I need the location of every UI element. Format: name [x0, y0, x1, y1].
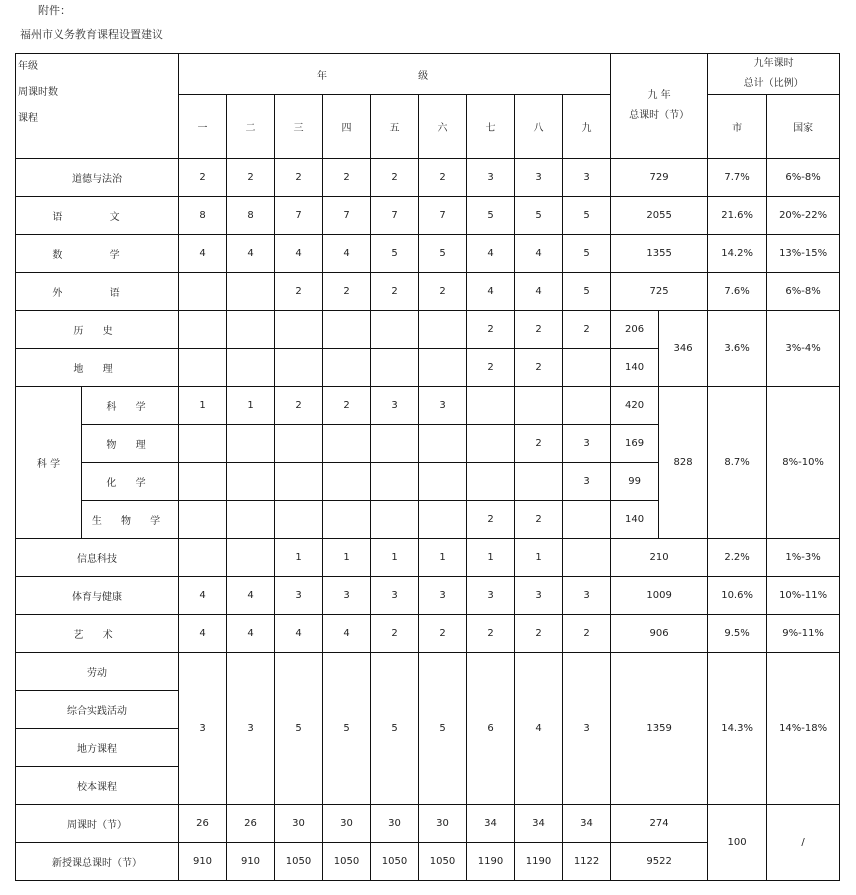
ratio-header [708, 54, 840, 95]
course-total: 906 [611, 615, 708, 653]
new-total-value-grade-9: 1122 [563, 843, 611, 881]
course-value-grade-8: 2 [515, 615, 563, 653]
course-value-grade-3 [275, 311, 323, 349]
table-row [16, 805, 840, 843]
course-value-grade-7: 1 [467, 539, 515, 577]
attachment-label: 附件： [38, 4, 71, 17]
combined-value-grade-9: 3 [563, 653, 611, 805]
curriculum-table [15, 53, 840, 881]
course-value-grade-8 [515, 463, 563, 501]
hist-geo-ratio-city: 3.6% [708, 311, 767, 387]
course-value-grade-6 [419, 463, 467, 501]
course-value-grade-1 [179, 463, 227, 501]
new-total-value-grade-2: 910 [227, 843, 275, 881]
course-total: 729 [611, 159, 708, 197]
grade-2: 二 [227, 95, 275, 159]
course-value-grade-8: 5 [515, 197, 563, 235]
combined-ratio-city: 14.3% [708, 653, 767, 805]
course-value-grade-2 [227, 425, 275, 463]
course-total: 1009 [611, 577, 708, 615]
combined-course-name: 劳动 [16, 653, 179, 691]
course-value-grade-5: 3 [371, 577, 419, 615]
combined-total: 1359 [611, 653, 708, 805]
course-value-grade-1: 4 [179, 235, 227, 273]
course-value-grade-2: 4 [227, 615, 275, 653]
weekly-value-grade-8: 34 [515, 805, 563, 843]
grade-3: 三 [275, 95, 323, 159]
course-value-grade-3: 4 [275, 235, 323, 273]
course-value-grade-2: 2 [227, 159, 275, 197]
ratio-header-line2: 总计（比例） [743, 78, 804, 89]
new-total-value-grade-1: 910 [179, 843, 227, 881]
corner-grade: 年级 [18, 61, 38, 72]
course-value-grade-6: 2 [419, 273, 467, 311]
course-name: 化 学 [82, 463, 179, 501]
course-value-grade-3: 2 [275, 387, 323, 425]
course-value-grade-9 [563, 501, 611, 539]
course-value-grade-2 [227, 273, 275, 311]
course-value-grade-9: 3 [563, 577, 611, 615]
course-value-grade-3: 2 [275, 273, 323, 311]
table-row [16, 615, 840, 653]
course-value-grade-8 [515, 387, 563, 425]
course-value-grade-9: 2 [563, 311, 611, 349]
hist-geo-ratio-national: 3%-4% [767, 311, 840, 387]
course-value-grade-4 [323, 311, 371, 349]
combined-value-grade-2: 3 [227, 653, 275, 805]
course-value-grade-4: 3 [323, 577, 371, 615]
table-row [16, 197, 840, 235]
course-value-grade-5: 3 [371, 387, 419, 425]
course-ratio-city: 7.6% [708, 273, 767, 311]
course-value-grade-6 [419, 311, 467, 349]
course-value-grade-8: 2 [515, 501, 563, 539]
course-value-grade-4 [323, 425, 371, 463]
course-ratio-city: 21.6% [708, 197, 767, 235]
course-ratio-city: 14.2% [708, 235, 767, 273]
course-name: 生 物 学 [82, 501, 179, 539]
course-value-grade-2: 4 [227, 577, 275, 615]
course-value-grade-5 [371, 501, 419, 539]
course-value-grade-8: 4 [515, 235, 563, 273]
course-total: 725 [611, 273, 708, 311]
course-value-grade-9: 2 [563, 615, 611, 653]
course-sub-total: 99 [611, 463, 659, 501]
course-value-grade-7: 2 [467, 615, 515, 653]
course-value-grade-1: 4 [179, 577, 227, 615]
corner-course: 课程 [18, 113, 38, 124]
weekly-value-grade-7: 34 [467, 805, 515, 843]
total-header-line2: 总课时（节） [629, 110, 690, 121]
final-ratio-national: / [767, 805, 840, 881]
course-value-grade-6: 3 [419, 577, 467, 615]
course-value-grade-9: 5 [563, 235, 611, 273]
course-value-grade-2: 8 [227, 197, 275, 235]
new-total-value-grade-4: 1050 [323, 843, 371, 881]
course-name: 体育与健康 [16, 577, 179, 615]
combined-value-grade-8: 4 [515, 653, 563, 805]
combined-value-grade-1: 3 [179, 653, 227, 805]
course-value-grade-2 [227, 501, 275, 539]
course-value-grade-9: 3 [563, 463, 611, 501]
course-ratio-national: 1%-3% [767, 539, 840, 577]
course-name: 物 理 [82, 425, 179, 463]
course-sub-total: 206 [611, 311, 659, 349]
weekly-total: 274 [611, 805, 708, 843]
course-value-grade-9: 3 [563, 159, 611, 197]
combined-value-grade-7: 6 [467, 653, 515, 805]
table-row [16, 159, 840, 197]
course-value-grade-3 [275, 349, 323, 387]
table-row [16, 577, 840, 615]
course-value-grade-6 [419, 501, 467, 539]
combined-value-grade-6: 5 [419, 653, 467, 805]
course-value-grade-5 [371, 311, 419, 349]
weekly-value-grade-1: 26 [179, 805, 227, 843]
course-value-grade-8: 3 [515, 577, 563, 615]
course-value-grade-8: 3 [515, 159, 563, 197]
course-value-grade-6: 5 [419, 235, 467, 273]
course-name: 科 学 [82, 387, 179, 425]
course-sub-total: 140 [611, 501, 659, 539]
course-value-grade-4 [323, 349, 371, 387]
course-value-grade-4: 4 [323, 615, 371, 653]
ratio-national-header: 国家 [767, 95, 840, 159]
course-value-grade-4 [323, 501, 371, 539]
new-total-value-grade-7: 1190 [467, 843, 515, 881]
combined-ratio-national: 14%-18% [767, 653, 840, 805]
combined-course-name: 校本课程 [16, 767, 179, 805]
table-body [16, 54, 840, 881]
course-name: 数 学 [16, 235, 179, 273]
course-value-grade-2: 1 [227, 387, 275, 425]
weekly-value-grade-3: 30 [275, 805, 323, 843]
course-value-grade-5 [371, 349, 419, 387]
course-value-grade-5: 5 [371, 235, 419, 273]
course-value-grade-7: 3 [467, 577, 515, 615]
course-value-grade-4: 2 [323, 387, 371, 425]
science-group-label: 科 学 [16, 387, 82, 539]
course-value-grade-5 [371, 463, 419, 501]
weekly-label: 周课时（节） [16, 805, 179, 843]
course-value-grade-7: 3 [467, 159, 515, 197]
course-ratio-city: 2.2% [708, 539, 767, 577]
course-value-grade-1 [179, 425, 227, 463]
new-total-value-grade-6: 1050 [419, 843, 467, 881]
course-value-grade-4: 2 [323, 159, 371, 197]
course-value-grade-2 [227, 311, 275, 349]
table-row [16, 235, 840, 273]
course-name: 信息科技 [16, 539, 179, 577]
course-value-grade-7: 2 [467, 311, 515, 349]
total-header [611, 54, 708, 159]
table-row [16, 273, 840, 311]
course-ratio-national: 20%-22% [767, 197, 840, 235]
course-value-grade-7: 5 [467, 197, 515, 235]
course-value-grade-2 [227, 539, 275, 577]
course-value-grade-1 [179, 349, 227, 387]
course-value-grade-5: 2 [371, 615, 419, 653]
grade-7: 七 [467, 95, 515, 159]
course-value-grade-6: 3 [419, 387, 467, 425]
course-ratio-national: 9%-11% [767, 615, 840, 653]
course-value-grade-5: 2 [371, 273, 419, 311]
course-value-grade-8: 2 [515, 349, 563, 387]
course-value-grade-3: 2 [275, 159, 323, 197]
course-value-grade-5: 7 [371, 197, 419, 235]
table-row [16, 539, 840, 577]
course-value-grade-6 [419, 425, 467, 463]
new-total-label: 新授课总课时（节） [16, 843, 179, 881]
course-ratio-city: 10.6% [708, 577, 767, 615]
weekly-value-grade-2: 26 [227, 805, 275, 843]
course-value-grade-3: 7 [275, 197, 323, 235]
course-sub-total: 420 [611, 387, 659, 425]
combined-value-grade-3: 5 [275, 653, 323, 805]
weekly-value-grade-6: 30 [419, 805, 467, 843]
course-value-grade-4: 4 [323, 235, 371, 273]
course-name: 艺 术 [16, 615, 179, 653]
weekly-value-grade-5: 30 [371, 805, 419, 843]
weekly-value-grade-9: 34 [563, 805, 611, 843]
course-value-grade-4: 1 [323, 539, 371, 577]
course-value-grade-7: 4 [467, 235, 515, 273]
course-sub-total: 169 [611, 425, 659, 463]
course-value-grade-7: 2 [467, 501, 515, 539]
course-value-grade-9: 3 [563, 425, 611, 463]
table-row [16, 653, 840, 691]
total-header-line1: 九 年 [647, 90, 671, 101]
course-value-grade-1 [179, 539, 227, 577]
course-value-grade-9 [563, 539, 611, 577]
course-value-grade-6: 7 [419, 197, 467, 235]
document-subtitle: 福州市义务教育课程设置建议 [20, 28, 163, 41]
course-sub-total: 140 [611, 349, 659, 387]
course-value-grade-5: 1 [371, 539, 419, 577]
grade-9: 九 [563, 95, 611, 159]
new-total-value-grade-3: 1050 [275, 843, 323, 881]
course-value-grade-4: 2 [323, 273, 371, 311]
course-value-grade-1: 1 [179, 387, 227, 425]
course-ratio-city: 7.7% [708, 159, 767, 197]
combined-course-name: 地方课程 [16, 729, 179, 767]
combined-course-name: 综合实践活动 [16, 691, 179, 729]
course-value-grade-1 [179, 311, 227, 349]
corner-weekly: 周课时数 [18, 87, 58, 98]
grade-8: 八 [515, 95, 563, 159]
course-value-grade-2 [227, 463, 275, 501]
course-value-grade-6 [419, 349, 467, 387]
weekly-value-grade-4: 30 [323, 805, 371, 843]
course-total: 1355 [611, 235, 708, 273]
course-value-grade-6: 2 [419, 159, 467, 197]
course-name: 外 语 [16, 273, 179, 311]
grade-header: 年 级 [179, 54, 611, 95]
course-ratio-city: 9.5% [708, 615, 767, 653]
course-total: 2055 [611, 197, 708, 235]
science-ratio-city: 8.7% [708, 387, 767, 539]
course-value-grade-3: 4 [275, 615, 323, 653]
course-total: 210 [611, 539, 708, 577]
course-value-grade-7 [467, 387, 515, 425]
course-value-grade-2: 4 [227, 235, 275, 273]
course-value-grade-3 [275, 425, 323, 463]
course-value-grade-7 [467, 463, 515, 501]
course-name: 地 理 [16, 349, 179, 387]
course-value-grade-3: 1 [275, 539, 323, 577]
grade-5: 五 [371, 95, 419, 159]
course-value-grade-9: 5 [563, 273, 611, 311]
course-ratio-national: 6%-8% [767, 273, 840, 311]
course-value-grade-4 [323, 463, 371, 501]
combined-value-grade-5: 5 [371, 653, 419, 805]
ratio-header-line1: 九年课时 [753, 58, 794, 69]
final-ratio-city: 100 [708, 805, 767, 881]
course-ratio-national: 10%-11% [767, 577, 840, 615]
course-value-grade-7: 2 [467, 349, 515, 387]
grade-4: 四 [323, 95, 371, 159]
course-value-grade-7 [467, 425, 515, 463]
course-value-grade-8: 1 [515, 539, 563, 577]
course-value-grade-4: 7 [323, 197, 371, 235]
course-value-grade-5: 2 [371, 159, 419, 197]
course-value-grade-1 [179, 273, 227, 311]
course-ratio-national: 13%-15% [767, 235, 840, 273]
course-value-grade-9 [563, 349, 611, 387]
science-total: 828 [659, 387, 708, 539]
course-ratio-national: 6%-8% [767, 159, 840, 197]
course-value-grade-3 [275, 463, 323, 501]
course-value-grade-1: 4 [179, 615, 227, 653]
course-value-grade-9: 5 [563, 197, 611, 235]
course-value-grade-1: 2 [179, 159, 227, 197]
grade-1: 一 [179, 95, 227, 159]
course-value-grade-3: 3 [275, 577, 323, 615]
combined-value-grade-4: 5 [323, 653, 371, 805]
course-value-grade-9 [563, 387, 611, 425]
course-value-grade-3 [275, 501, 323, 539]
course-value-grade-1 [179, 501, 227, 539]
new-total-value-grade-5: 1050 [371, 843, 419, 881]
table-row [16, 311, 840, 349]
course-value-grade-6: 1 [419, 539, 467, 577]
course-value-grade-7: 4 [467, 273, 515, 311]
course-value-grade-8: 2 [515, 311, 563, 349]
course-value-grade-8: 2 [515, 425, 563, 463]
course-value-grade-8: 4 [515, 273, 563, 311]
grade-6: 六 [419, 95, 467, 159]
table-row [16, 387, 840, 425]
course-value-grade-6: 2 [419, 615, 467, 653]
new-total-value-grade-8: 1190 [515, 843, 563, 881]
course-name: 语 文 [16, 197, 179, 235]
course-value-grade-1: 8 [179, 197, 227, 235]
ratio-city-header: 市 [708, 95, 767, 159]
corner-header [16, 54, 179, 159]
course-name: 道德与法治 [16, 159, 179, 197]
course-value-grade-5 [371, 425, 419, 463]
science-ratio-national: 8%-10% [767, 387, 840, 539]
course-value-grade-2 [227, 349, 275, 387]
course-name: 历 史 [16, 311, 179, 349]
hist-geo-total: 346 [659, 311, 708, 387]
new-total-sum: 9522 [611, 843, 708, 881]
